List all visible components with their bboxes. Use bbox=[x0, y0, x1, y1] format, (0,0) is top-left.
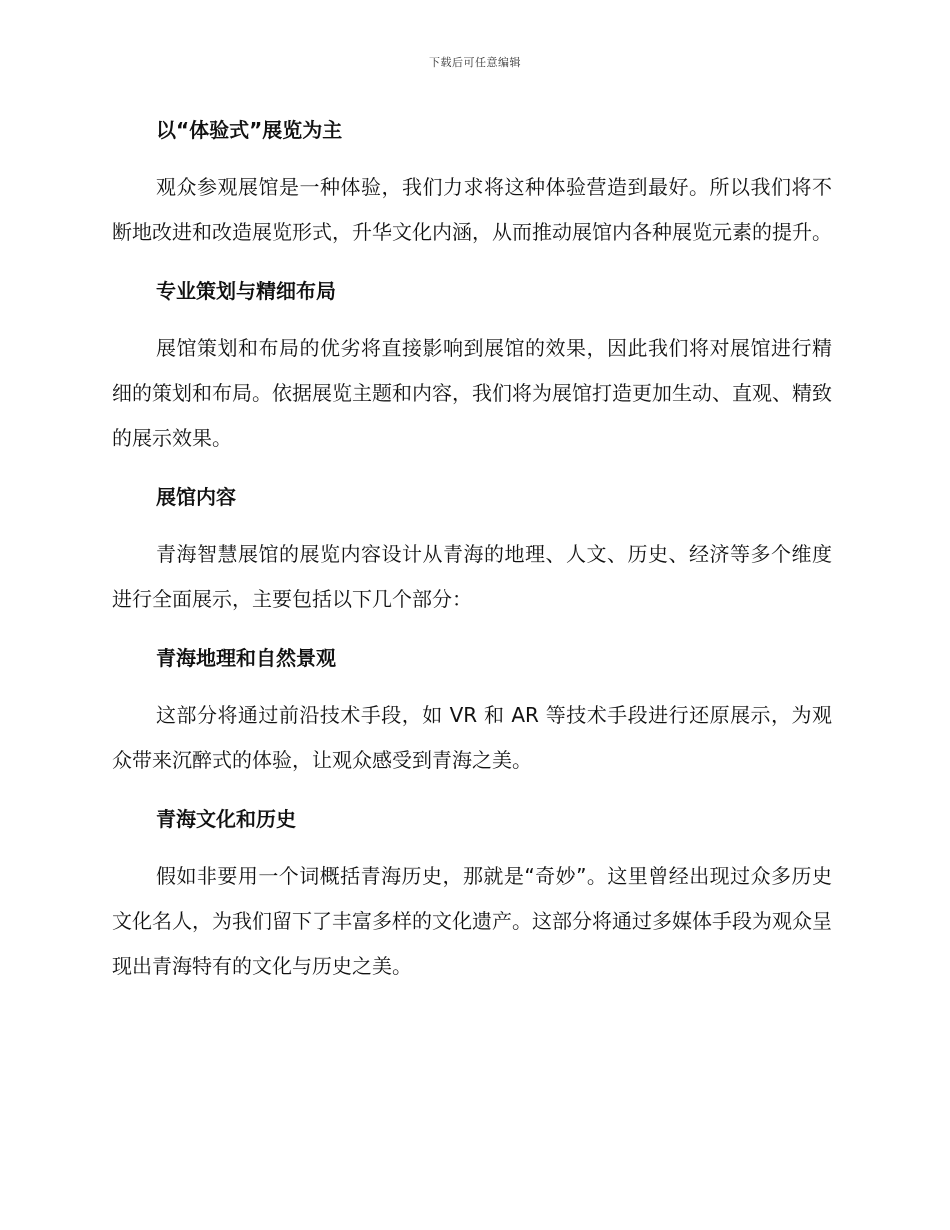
section-heading: 青海文化和历史 bbox=[156, 807, 296, 831]
document-body bbox=[112, 112, 832, 989]
section-heading: 展馆内容 bbox=[156, 485, 236, 509]
section-heading: 专业策划与精细布局 bbox=[156, 279, 336, 303]
section-paragraph: 假如非要用一个词概括青海历史，那就是“奇妙”。这里曾经出现过众多历史文化名人，为我们留下了丰富多样的文化遗产。这部分将通过多媒体手段为观众呈现出青海特有的文化与历史之美。 bbox=[112, 864, 832, 978]
section-paragraph: 这部分将通过前沿技术手段，如 VR 和 AR 等技术手段进行还原展示，为观众带来沉醉式的体验，让观众感受到青海之美。 bbox=[112, 703, 832, 772]
section-paragraph: 展馆策划和布局的优劣将直接影响到展馆的效果，因此我们将对展馆进行精细的策划和布局。依据展览主题和内容，我们将为展馆打造更加生动、直观、精致的展示效果。 bbox=[112, 336, 832, 450]
section-heading: 青海地理和自然景观 bbox=[156, 646, 336, 670]
page-header-note: 下载后可任意编辑 bbox=[429, 56, 521, 69]
section-heading: 以“体验式”展览为主 bbox=[156, 118, 343, 142]
section-paragraph: 青海智慧展馆的展览内容设计从青海的地理、人文、历史、经济等多个维度进行全面展示，主要包括以下几个部分： bbox=[112, 542, 832, 611]
section-paragraph: 观众参观展馆是一种体验，我们力求将这种体验营造到最好。所以我们将不断地改进和改造展览形式，升华文化内涵，从而推动展馆内各种展览元素的提升。 bbox=[112, 175, 832, 244]
